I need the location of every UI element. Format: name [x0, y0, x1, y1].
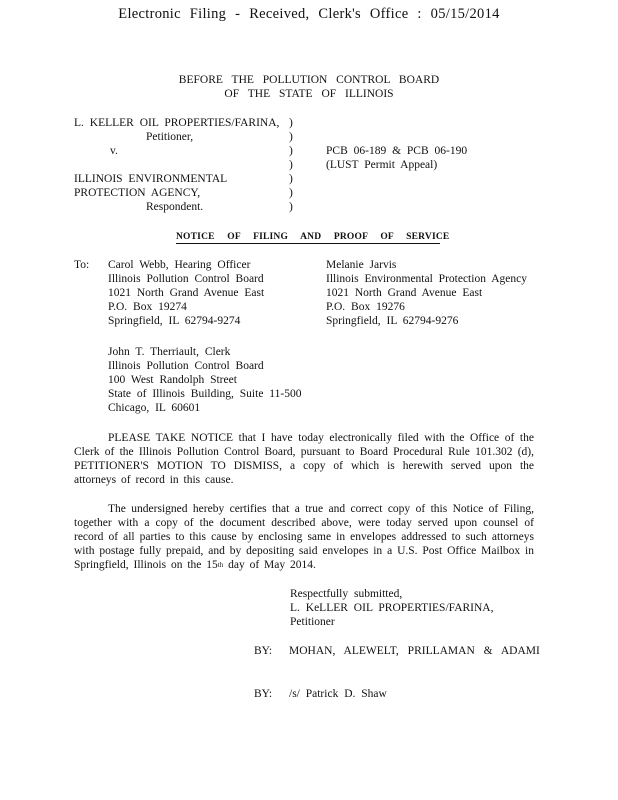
signature-line: L. KeLLER OIL PROPERTIES/FARINA,	[290, 602, 494, 614]
addressee-iepa	[326, 258, 527, 328]
signature-line: Respectfully submitted,	[290, 588, 403, 600]
board-heading	[0, 73, 618, 101]
notice-paragraph-text: PLEASE TAKE NOTICE that I have today electronically filed with the Office of the Clerk of the Illinois Pollution Control Board, pursuant to Board Procedural Rule 101.302 (d), PETITIONER'S MOTION TO DISMISS, a copy of which is herewith served upon the attorneys of record in this cause.	[74, 432, 534, 486]
by-label-attorney: BY:	[254, 688, 273, 700]
paren: )	[289, 145, 293, 157]
law-firm-name: MOHAN, ALEWELT, PRILLAMAN & ADAMI	[289, 645, 540, 657]
paren: )	[289, 201, 293, 213]
signature-block	[290, 587, 493, 629]
to-label: To:	[74, 259, 90, 271]
respondent-name-line-2: PROTECTION AGENCY,	[74, 187, 201, 199]
ordinal-suffix: th	[217, 561, 224, 569]
case-number: PCB 06-189 & PCB 06-190	[326, 145, 468, 157]
respondent-name-line-1: ILLINOIS ENVIRONMENTAL	[74, 173, 228, 185]
versus: v.	[110, 145, 118, 157]
caption-parentheses	[289, 116, 293, 214]
address-line: Carol Webb, Hearing Officer	[108, 259, 251, 271]
address-line: John T. Therriault, Clerk	[108, 346, 231, 358]
address-line: 1021 North Grand Avenue East	[108, 287, 265, 299]
address-line: Melanie Jarvis	[326, 259, 397, 271]
board-heading-line-2: OF THE STATE OF ILLINOIS	[224, 88, 394, 100]
address-line: Illinois Pollution Control Board	[108, 273, 264, 285]
address-line: State of Illinois Building, Suite 11-500	[108, 388, 302, 400]
paren: )	[289, 173, 293, 185]
attorney-signature: /s/ Patrick D. Shaw	[289, 688, 387, 700]
caption-spacer	[74, 158, 279, 172]
address-line: Chicago, IL 60601	[108, 402, 201, 414]
paren: )	[289, 159, 293, 171]
address-line: Springfield, IL 62794-9274	[108, 315, 241, 327]
filing-stamp-header: Electronic Filing - Received, Clerk's Office : 05/15/2014	[118, 6, 500, 22]
paren: )	[289, 117, 293, 129]
address-line: 100 West Randolph Street	[108, 374, 237, 386]
case-number-block	[326, 144, 467, 172]
address-line: Illinois Pollution Control Board	[108, 360, 264, 372]
case-type: (LUST Permit Appeal)	[326, 159, 438, 171]
address-line: P.O. Box 19274	[108, 301, 187, 313]
signature-line: Petitioner	[290, 616, 335, 628]
case-caption-parties	[74, 116, 279, 214]
by-label-firm: BY:	[254, 645, 273, 657]
notice-paragraph	[74, 431, 534, 487]
petitioner-name: L. KELLER OIL PROPERTIES/FARINA,	[74, 117, 280, 129]
paren: )	[289, 131, 293, 143]
petitioner-role: Petitioner,	[146, 131, 194, 143]
addressee-clerk	[108, 345, 301, 415]
addressee-hearing-officer	[108, 258, 264, 328]
address-line: Illinois Environmental Protection Agency	[326, 273, 527, 285]
paren: )	[289, 187, 293, 199]
certification-text: The undersigned hereby certifies that a true and correct copy of this Notice of Filing, together with a copy of the document described above, were today served upon counsel of record of all parties to this cause by enclosing same in envelopes addressed to such attorneys with postage fully prepaid, and by depositing said envelopes in a U.S. Post Office Mailbox in Springfield, Illinois on the 15	[74, 503, 534, 571]
address-line: Springfield, IL 62794-9276	[326, 315, 459, 327]
certification-text-end: day of May 2014.	[223, 559, 316, 571]
respondent-role: Respondent.	[146, 201, 204, 213]
address-line: P.O. Box 19276	[326, 301, 405, 313]
notice-title: NOTICE OF FILING AND PROOF OF SERVICE	[176, 232, 450, 242]
address-line: 1021 North Grand Avenue East	[326, 287, 483, 299]
board-heading-line-1: BEFORE THE POLLUTION CONTROL BOARD	[178, 74, 440, 86]
certification-paragraph	[74, 502, 534, 572]
